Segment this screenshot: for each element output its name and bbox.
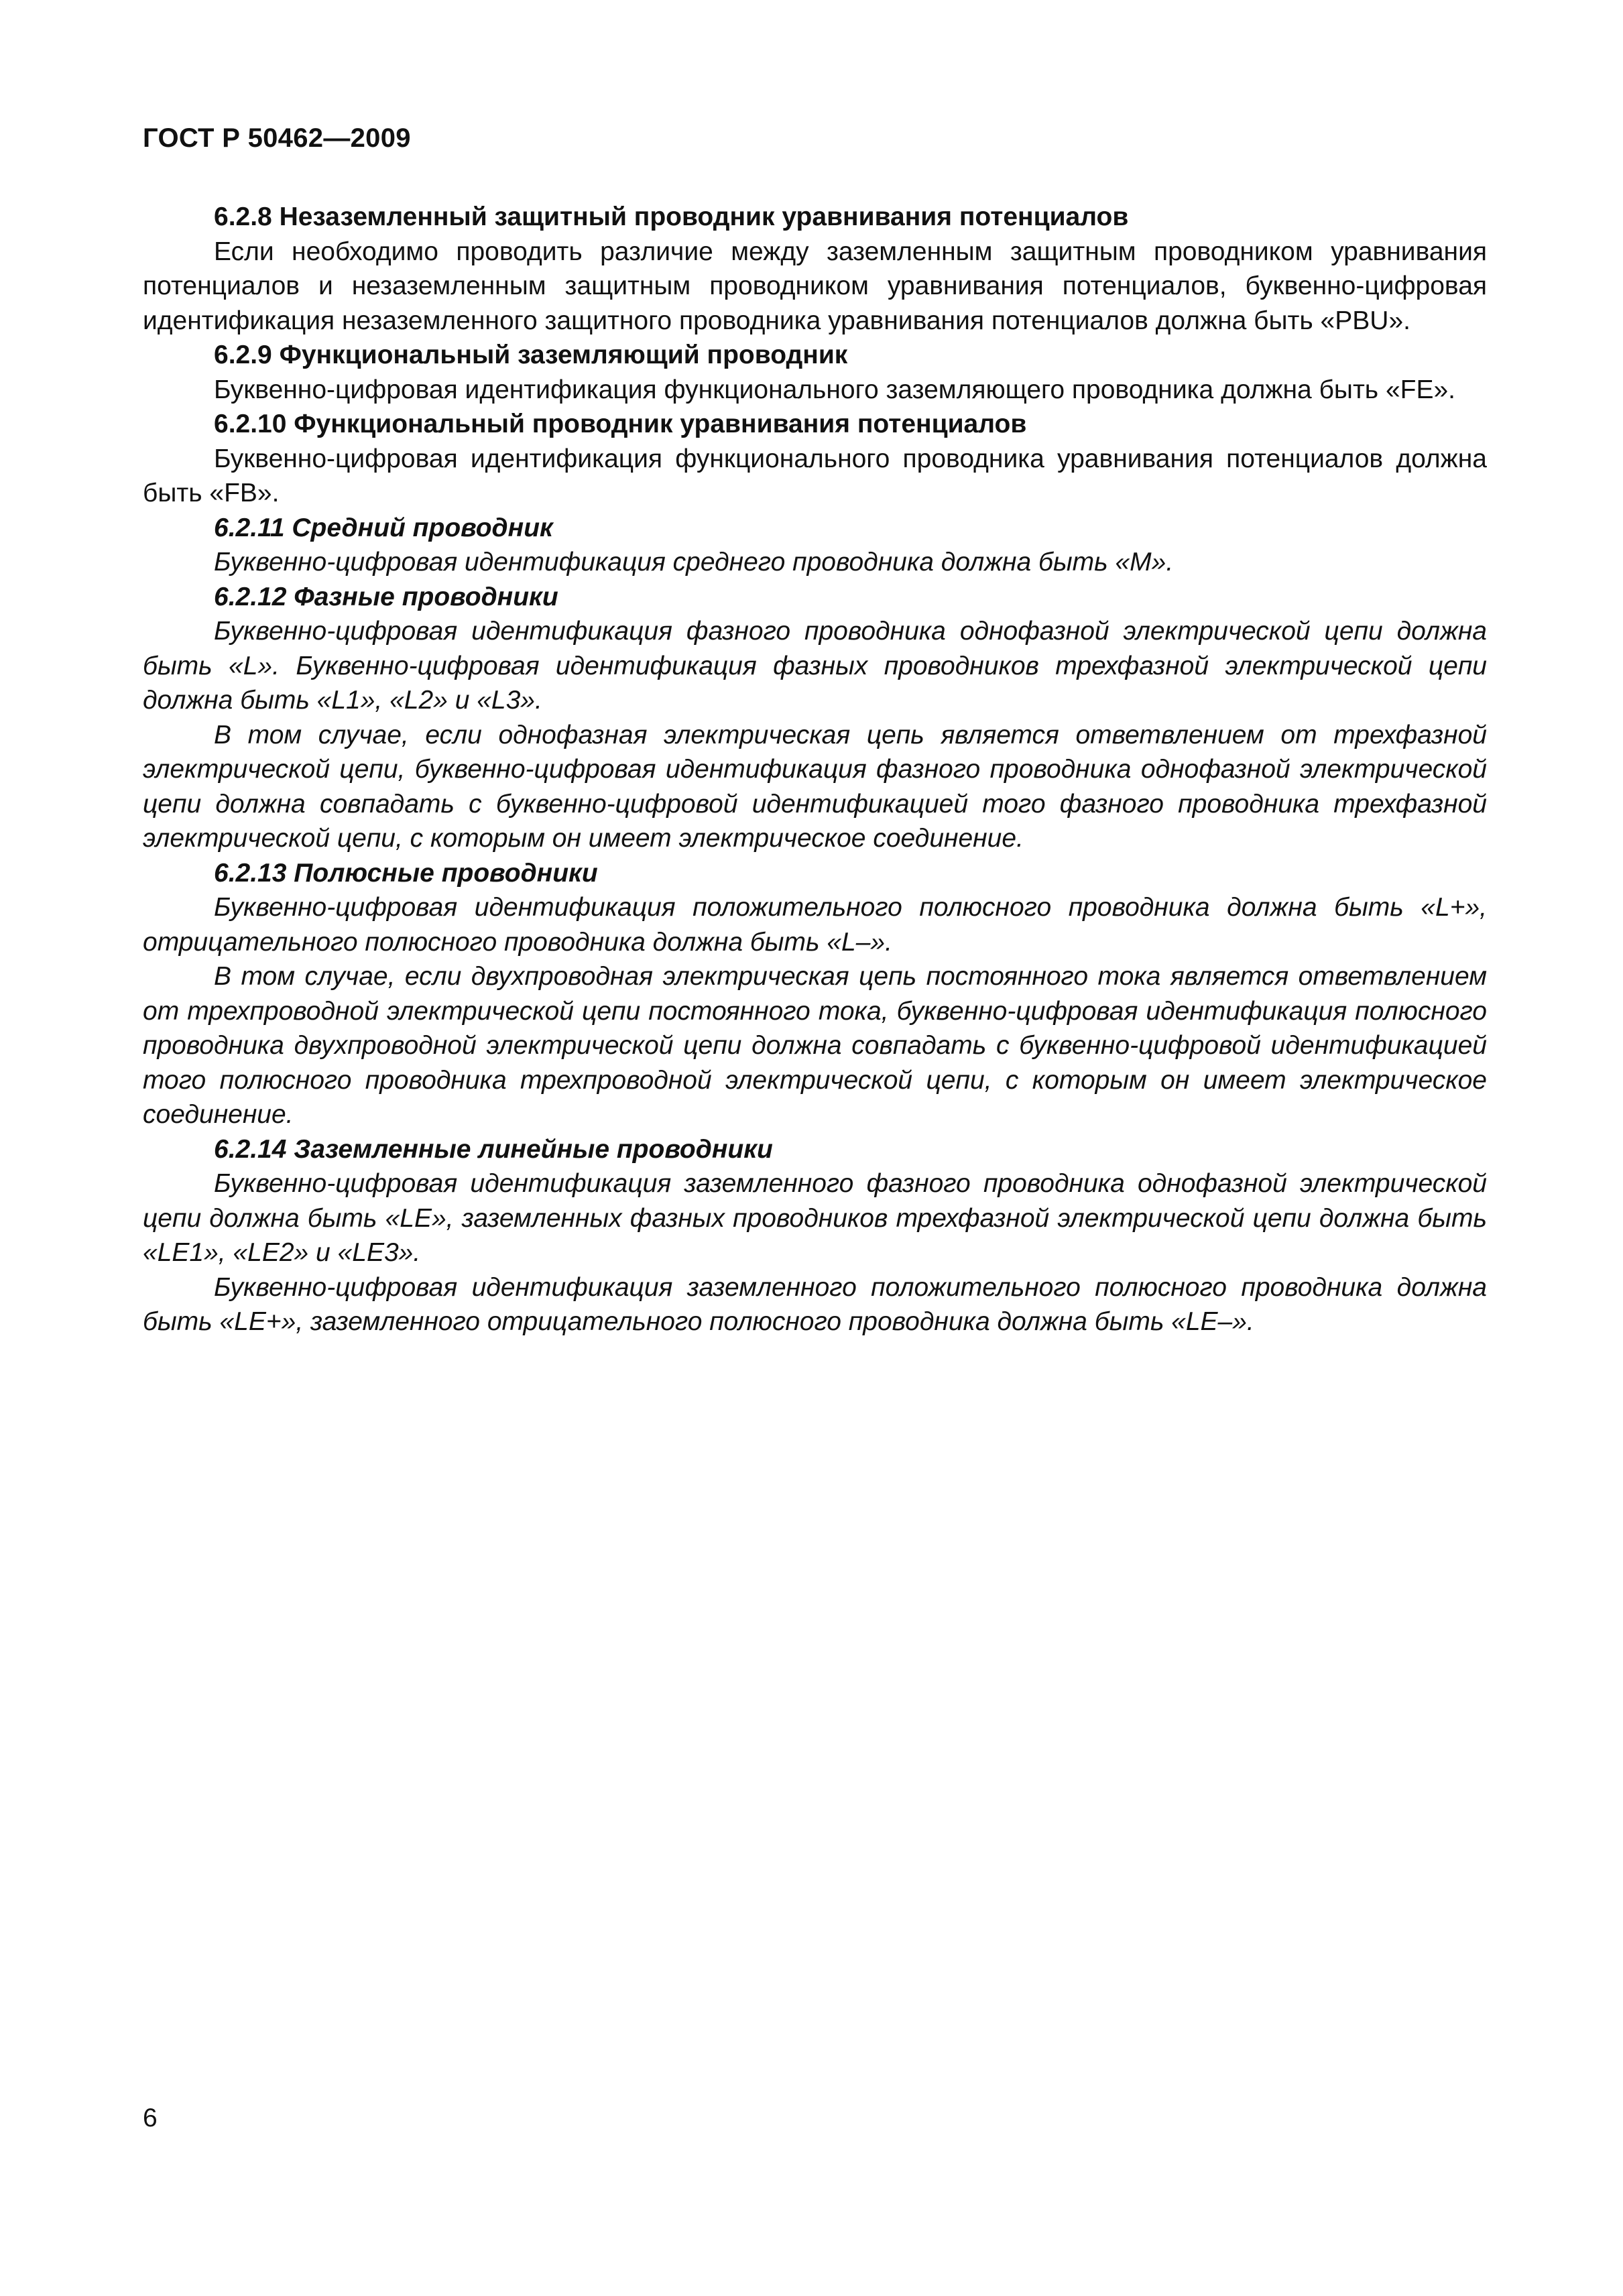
running-header: ГОСТ Р 50462—2009 bbox=[143, 123, 411, 153]
section-heading-6-2-9: 6.2.9 Функциональный заземляющий проводник bbox=[214, 341, 848, 369]
section-paragraph: Если необходимо проводить различие между заземленным защитным проводником уравнивания потенциалов и незаземленным защитным проводником уравнивания потенциалов, буквенно-цифровая идентификация незаземленного защитного проводника уравнивания потенциалов должна быть «PBU». bbox=[143, 237, 1487, 335]
section-paragraph: В том случае, если двухпроводная электрическая цепь постоянного тока является ответвлением от трехпроводной электрической цепи постоянного тока, буквенно-цифровая идентификация полюсного проводника двухпроводной электрической цепи должна совпадать с буквенно-цифровой идентификацией того полюсного проводника трехпроводной электрической цепи, с которым он имеет электрическое соединение. bbox=[143, 962, 1487, 1129]
section-heading-6-2-11: 6.2.11 Средний проводник bbox=[214, 513, 553, 542]
section-paragraph: Буквенно-цифровая идентификация заземленного фазного проводника однофазной электрической цепи должна быть «LE», заземленных фазных проводников трехфазной электрической цепи должна быть «LE1», «LE2» и «LE3». bbox=[143, 1169, 1487, 1267]
section-paragraph: Буквенно-цифровая идентификация функционального проводника уравнивания потенциалов должна быть «FB». bbox=[143, 444, 1487, 507]
document-body bbox=[143, 200, 1487, 1339]
section-heading-6-2-13: 6.2.13 Полюсные проводники bbox=[214, 858, 598, 888]
section-heading-6-2-10: 6.2.10 Функциональный проводник уравнивания потенциалов bbox=[214, 410, 1027, 438]
section-paragraph: В том случае, если однофазная электрическая цепь является ответвлением от трехфазной электрической цепи, буквенно-цифровая идентификация фазного проводника однофазной электрической цепи должна совпадать с буквенно-цифровой идентификацией того фазного проводника трехфазной электрической цепи, с которым он имеет электрическое соединение. bbox=[143, 720, 1487, 853]
section-paragraph: Буквенно-цифровая идентификация среднего проводника должна быть «M». bbox=[214, 548, 1174, 577]
section-paragraph: Буквенно-цифровая идентификация фазного проводника однофазной электрической цепи должна быть «L». Буквенно-цифровая идентификация фазных проводников трехфазной электрической цепи должна быть «L1», «L2» и «L3». bbox=[143, 617, 1487, 715]
section-heading-6-2-8: 6.2.8 Незаземленный защитный проводник уравнивания потенциалов bbox=[214, 202, 1129, 231]
section-heading-6-2-12: 6.2.12 Фазные проводники bbox=[214, 582, 558, 611]
section-paragraph: Буквенно-цифровая идентификация функционального заземляющего проводника должна быть «FE». bbox=[214, 375, 1456, 404]
section-heading-6-2-14: 6.2.14 Заземленные линейные проводники bbox=[214, 1134, 773, 1164]
page-number: 6 bbox=[143, 2104, 158, 2132]
section-paragraph: Буквенно-цифровая идентификация положительного полюсного проводника должна быть «L+», отрицательного полюсного проводника должна быть «L–». bbox=[143, 893, 1487, 957]
section-paragraph: Буквенно-цифровая идентификация заземленного положительного полюсного проводника должна быть «LE+», заземленного отрицательного полюсного проводника должна быть «LE–». bbox=[143, 1272, 1487, 1336]
